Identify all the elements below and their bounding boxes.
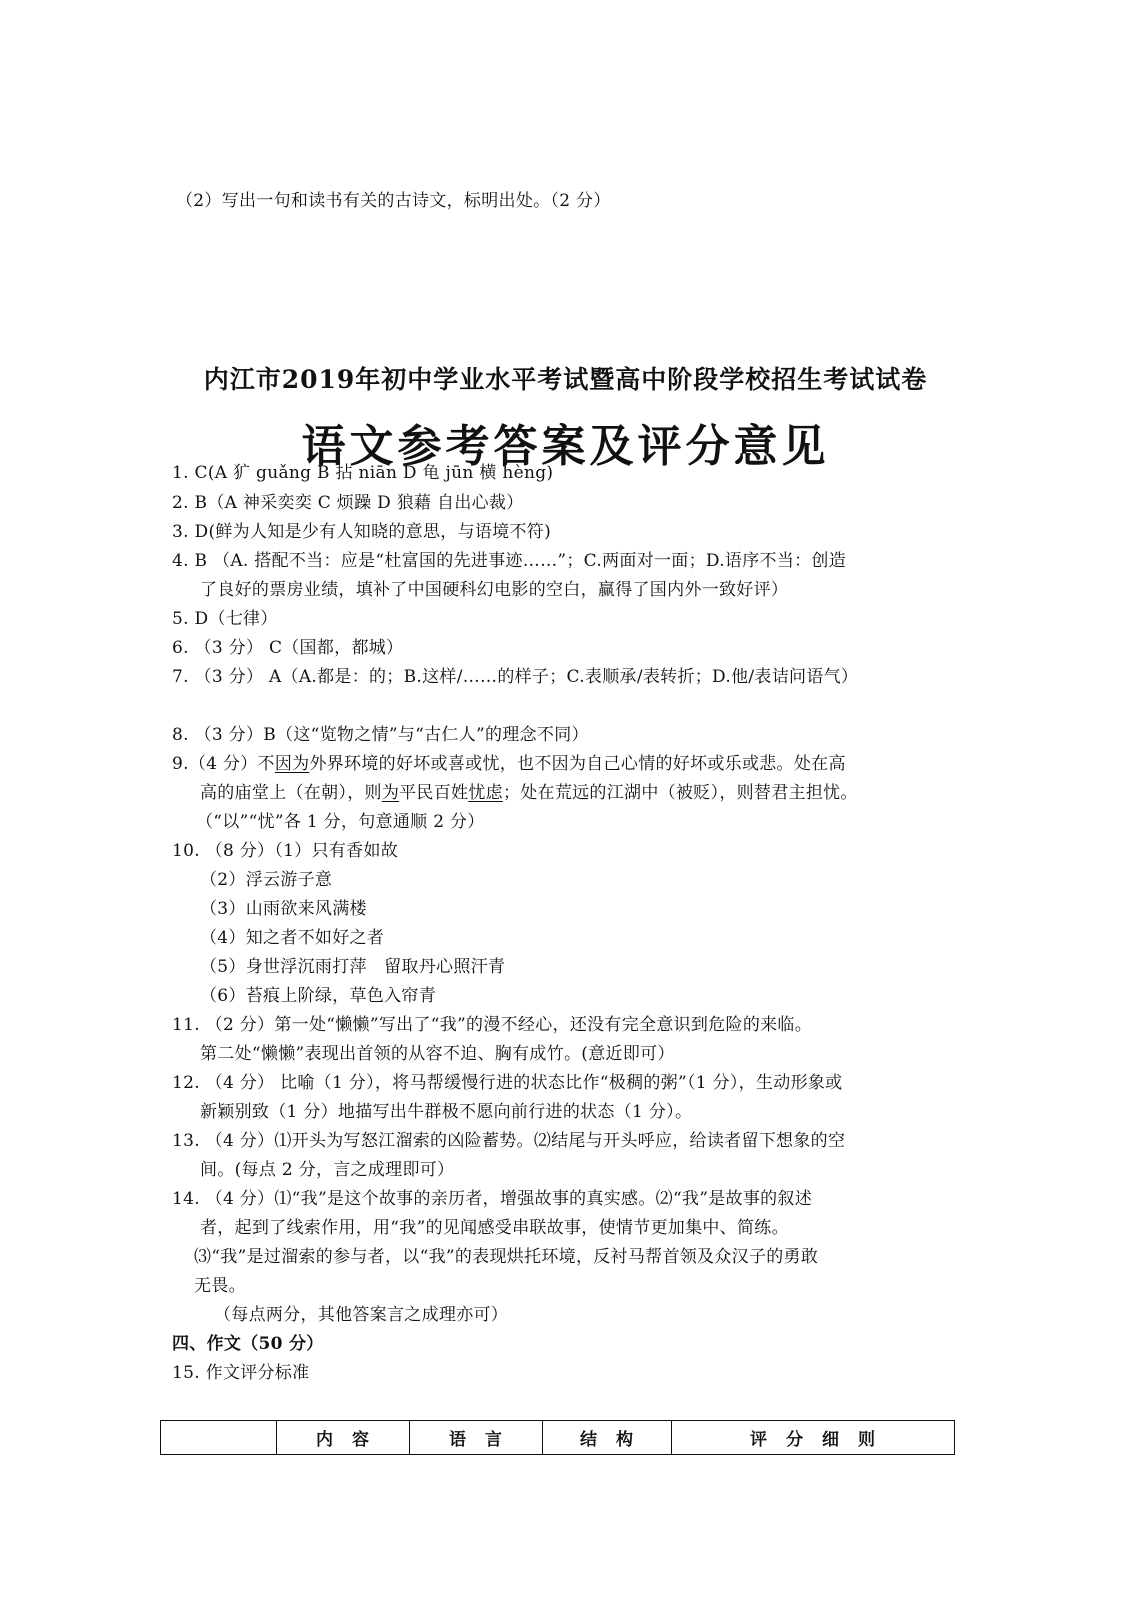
- document-title: 内江市2019年初中学业水平考试暨高中阶段学校招生考试试卷: [203, 365, 928, 394]
- answer-4-line-1: 4. B （A. 搭配不当：应是“杜富国的先进事迹……”；C.两面对一面；D.语序不当：创造: [172, 551, 847, 571]
- table-header-content: 内 容: [277, 1421, 410, 1455]
- answer-14-line-5: （每点两分，其他答案言之成理亦可）: [214, 1305, 509, 1325]
- answer-9-line-3: （“以”“忧”各 1 分，句意通顺 2 分）: [196, 812, 485, 832]
- answer-8: 8. （3 分）B（这“览物之情”与“古仁人”的理念不同）: [172, 725, 589, 745]
- answer-5: 5. D（七律）: [172, 609, 278, 629]
- answer-14-line-2: 者，起到了线索作用，用“我”的见闻感受串联故事，使情节更加集中、简练。: [200, 1218, 789, 1238]
- answer-4-line-2: 了良好的票房业绩，填补了中国硬科幻电影的空白，赢得了国内外一致好评）: [200, 580, 789, 600]
- answer-9-l2-text: 高的庙堂上（在朝），则: [200, 783, 382, 803]
- answer-11-line-1: 11. （2 分）第一处“懒懒”写出了“我”的漫不经心，还没有完全意识到危险的来临。: [172, 1015, 813, 1035]
- answer-1: 1. C(A 犷 guǎng B 拈 niān D 龟 jūn 横 hèng): [172, 463, 554, 483]
- answer-9-l2-text-mid: 平民百姓: [399, 783, 469, 803]
- answer-9-l2-underlined-1: 为: [381, 783, 400, 803]
- answer-7: 7. （3 分） A（A.都是：的；B.这样/……的样子；C.表顺承/表转折；D.他/表诘问语气）: [172, 667, 859, 687]
- table-header-scoring-details: 评 分 细 则: [672, 1421, 955, 1455]
- table-header-row: [161, 1421, 955, 1455]
- answer-14-line-3: ⑶“我”是过溜索的参与者，以“我”的表现烘托环境，反衬马帮首领及众汉子的勇敢: [194, 1247, 819, 1267]
- answer-3: 3. D(鲜为人知是少有人知晓的意思，与语境不符): [172, 522, 552, 542]
- answer-9-l2-text-end: ；处在荒远的江湖中（被贬），则替君主担忧。: [502, 783, 858, 803]
- table-header-blank: [161, 1421, 277, 1455]
- answer-14-line-4: 无畏。: [194, 1276, 246, 1296]
- answer-9-line-1: [172, 753, 846, 775]
- question-15: 15. 作文评分标准: [172, 1363, 310, 1383]
- answer-2: 2. B（A 神采奕奕 C 烦躁 D 狼藉 自出心裁）: [172, 493, 524, 513]
- answer-14-line-1: 14. （4 分）⑴“我”是这个故事的亲历者，增强故事的真实感。⑵“我”是故事的叙述: [172, 1189, 813, 1209]
- essay-scoring-table: [160, 1420, 955, 1455]
- answer-9-l1-text-end: 外界环境的好坏或喜或忧，也不因为自己心情的好坏或乐或悲。处在高: [309, 754, 846, 774]
- answer-9-l1-text: 9.（4 分）不: [172, 754, 275, 774]
- answer-10-line-4: （4）知之者不如好之者: [200, 928, 385, 948]
- table-header-language: 语 言: [410, 1421, 543, 1455]
- section-4-heading: 四、作文（50 分）: [172, 1334, 324, 1354]
- answer-9-line-2: [200, 782, 858, 804]
- answer-13-line-1: 13. （4 分）⑴开头为写怒江溜索的凶险蓄势。⑵结尾与开头呼应，给读者留下想象的空: [172, 1131, 846, 1151]
- answer-12-line-1: 12. （4 分） 比喻（1 分），将马帮缓慢行进的状态比作“极稠的粥”（1 分），生动形象或: [172, 1073, 843, 1093]
- answer-9-l2-underlined-2: 忧虑: [468, 783, 503, 803]
- answer-6: 6. （3 分） C（国都，都城）: [172, 638, 404, 658]
- question-2-line: （2）写出一句和读书有关的古诗文，标明出处。（2 分）: [176, 191, 611, 211]
- answer-10-line-1: 10. （8 分）（1）只有香如故: [172, 841, 399, 861]
- answer-10-line-2: （2）浮云游子意: [200, 870, 333, 890]
- answer-10-line-5: （5）身世浮沉雨打萍 留取丹心照汗青: [200, 957, 506, 977]
- answer-10-line-3: （3）山雨欲来风满楼: [200, 899, 367, 919]
- answer-13-line-2: 间。(每点 2 分，言之成理即可）: [200, 1160, 455, 1180]
- table-header-structure: 结 构: [543, 1421, 672, 1455]
- answer-9-l1-underlined: 因为: [274, 754, 310, 774]
- document-subtitle: 语文参考答案及评分意见: [301, 421, 830, 472]
- answer-10-line-6: （6）苔痕上阶绿，草色入帘青: [200, 986, 437, 1006]
- answer-11-line-2: 第二处“懒懒”表现出首领的从容不迫、胸有成竹。(意近即可）: [200, 1044, 675, 1064]
- answer-12-line-2: 新颖别致（1 分）地描写出牛群极不愿向前行进的状态（1 分）。: [200, 1102, 693, 1122]
